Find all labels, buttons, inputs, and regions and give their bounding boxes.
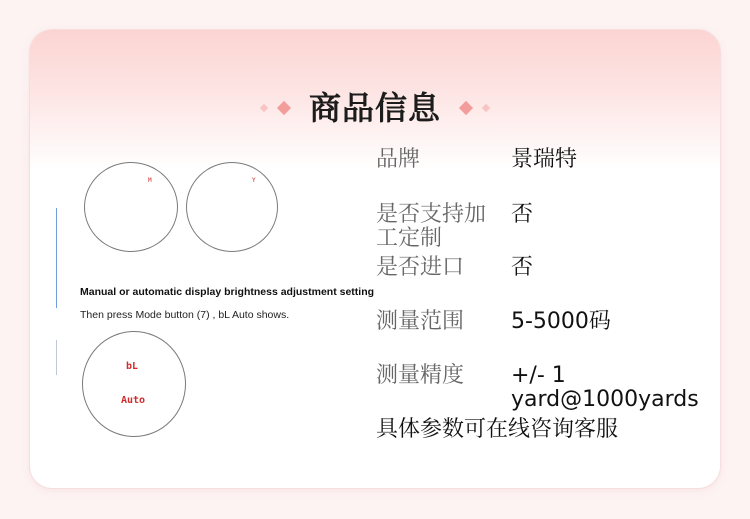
spec-value: 否 <box>511 255 534 280</box>
display-text: Auto <box>121 395 146 406</box>
diamond-decoration-icon <box>260 104 268 112</box>
circle-mark-label: M <box>148 177 152 184</box>
spec-value: 否 <box>511 202 534 227</box>
spec-label: 是否支持加工定制 <box>376 202 487 251</box>
spec-label: 品牌 <box>376 147 421 172</box>
spec-label: 测量范围 <box>376 309 465 334</box>
circle-mark-label: Y <box>252 177 256 184</box>
manual-heading: Manual or automatic display brightness adjustment setting <box>80 286 375 298</box>
product-manual-image <box>78 155 375 445</box>
display-text: bL <box>126 361 139 372</box>
spec-value: +/- 1 yard@1000yards <box>511 363 699 412</box>
spec-value: 景瑞特 <box>511 147 578 172</box>
display-circle <box>84 162 178 252</box>
divider-line <box>56 208 57 308</box>
contact-note: 具体参数可在线咨询客服 <box>376 417 619 442</box>
spec-value: 5-5000码 <box>511 309 611 334</box>
display-circle <box>186 162 278 252</box>
section-title: 商品信息 <box>308 89 441 127</box>
display-circle <box>82 331 186 437</box>
spec-label: 测量精度 <box>376 363 465 388</box>
manual-subtext: Then press Mode button (7) , bL Auto shows. <box>80 309 290 321</box>
diamond-decoration-icon <box>482 104 490 112</box>
diamond-decoration-icon <box>459 101 473 115</box>
spec-label: 是否进口 <box>376 255 465 280</box>
diamond-decoration-icon <box>277 101 291 115</box>
section-header <box>30 89 720 127</box>
divider-line <box>56 340 57 375</box>
